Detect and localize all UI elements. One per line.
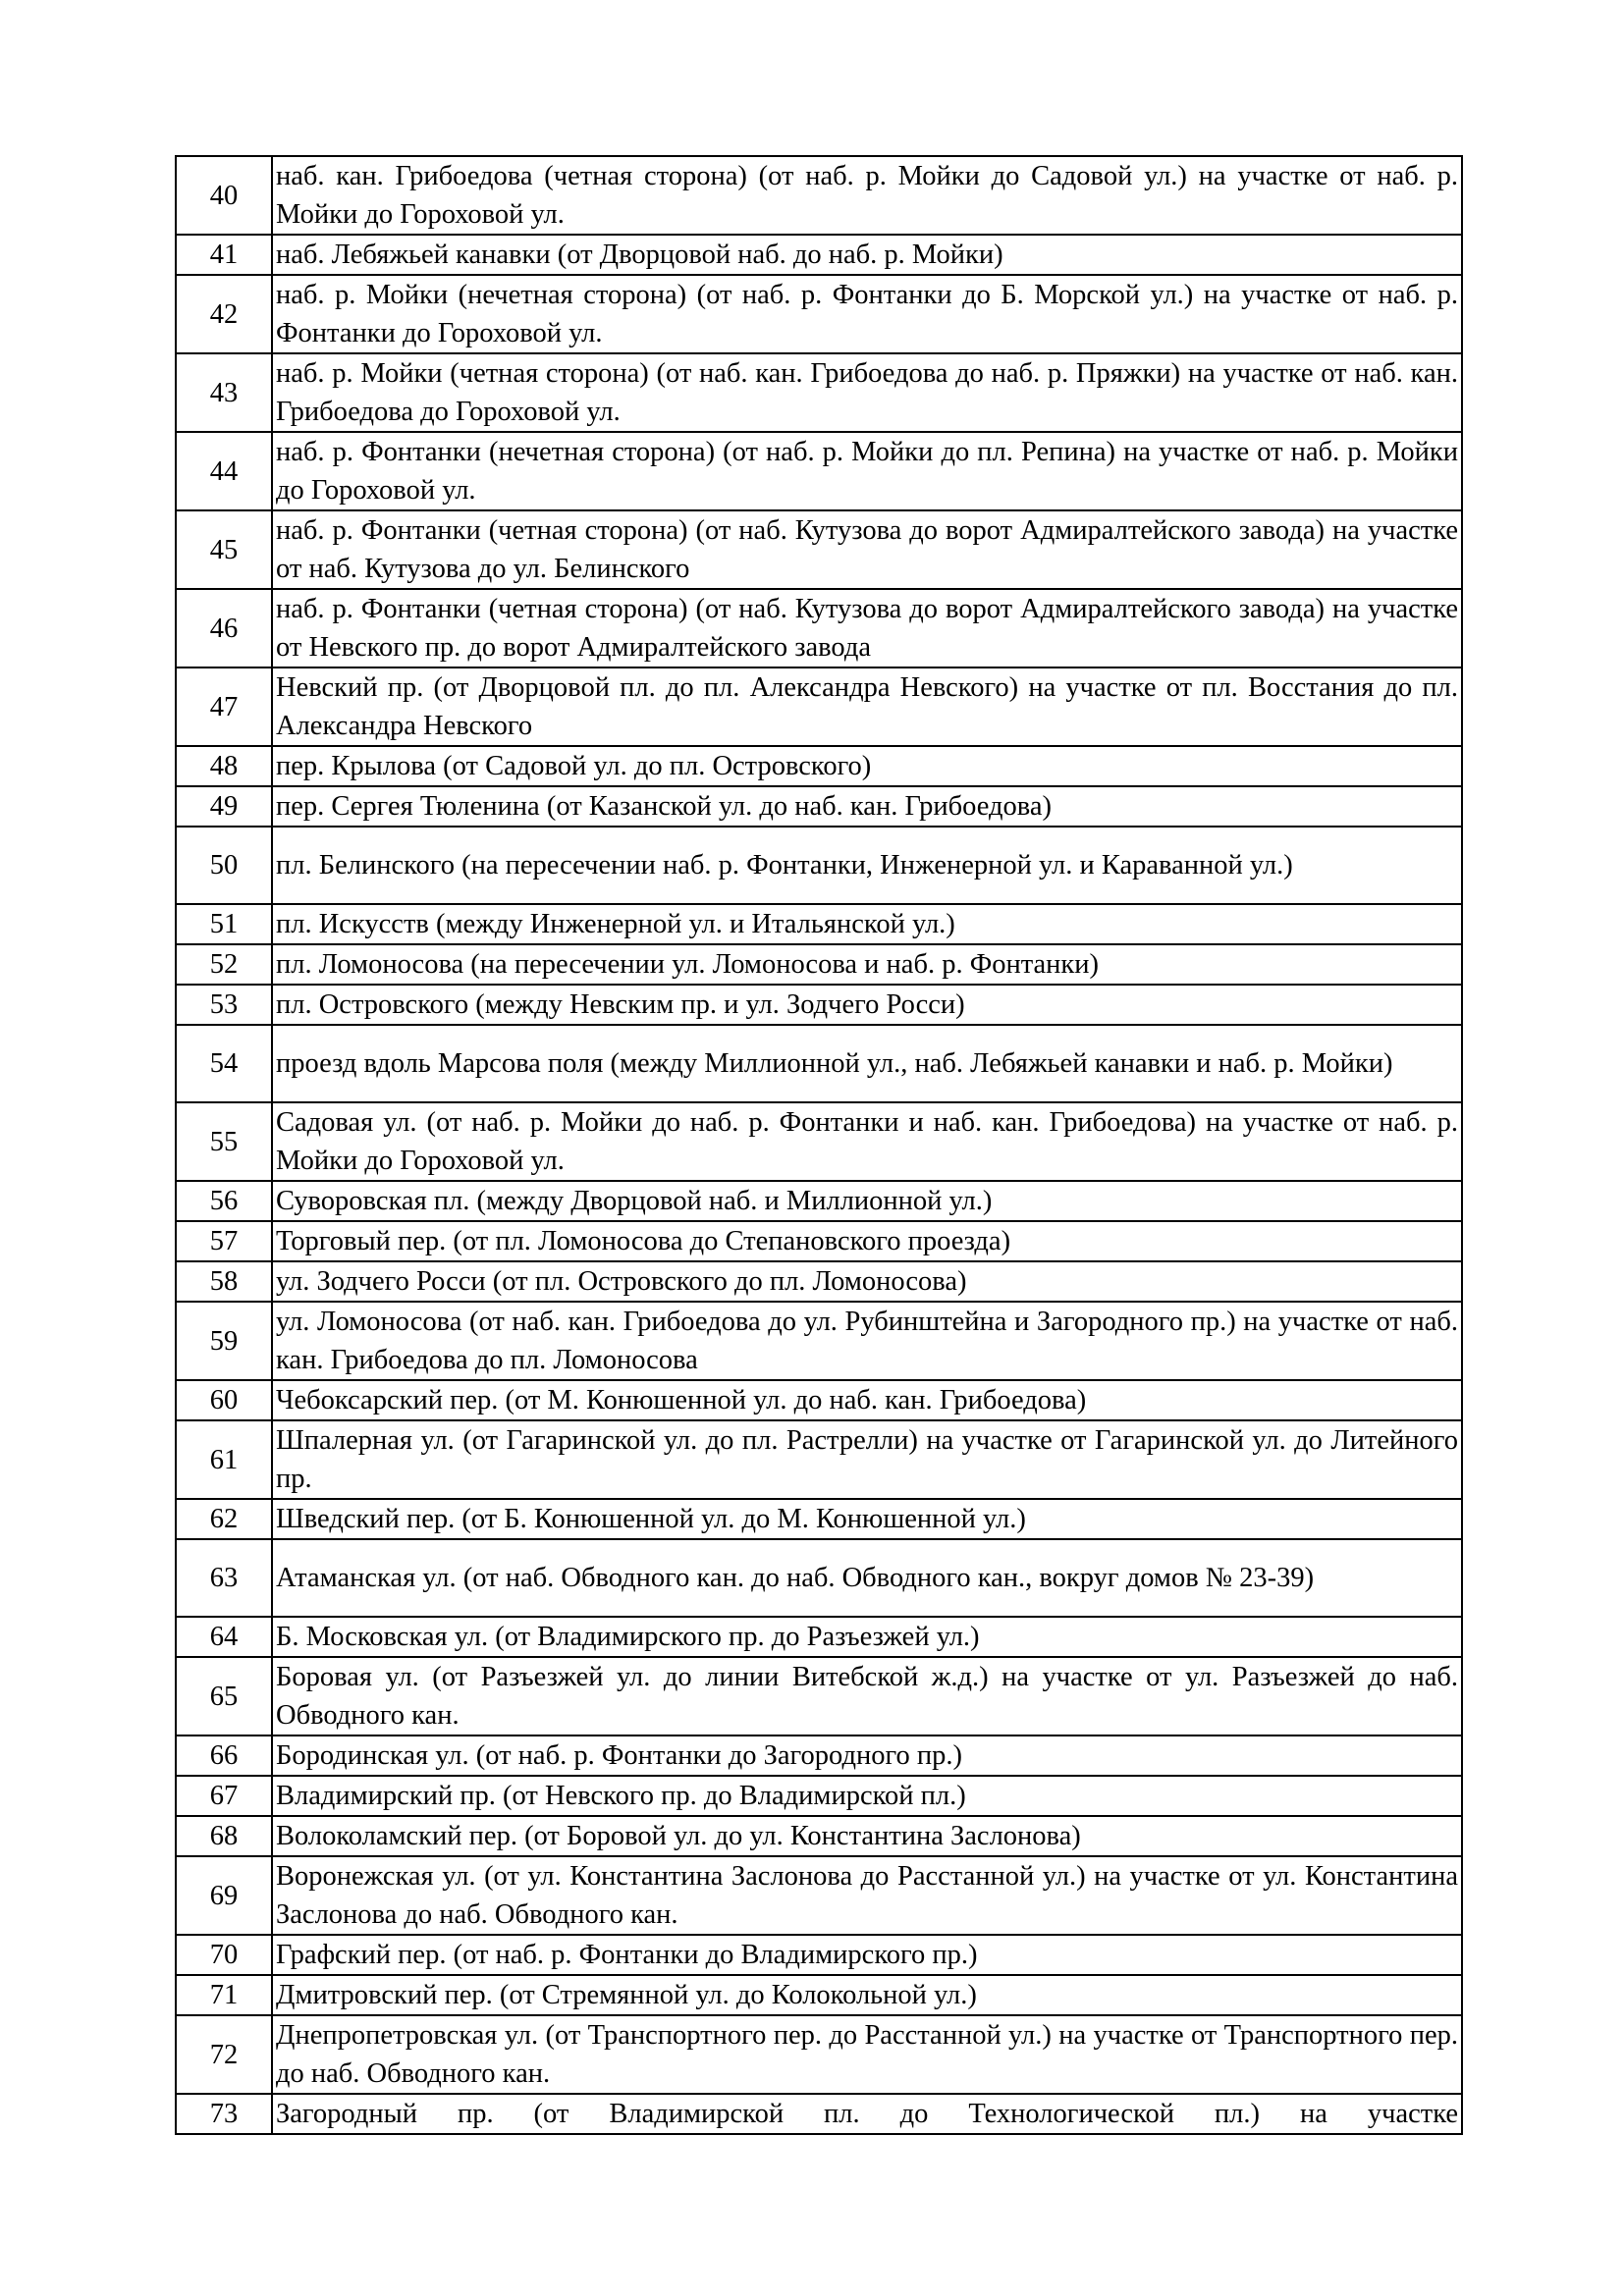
table-row bbox=[176, 904, 1462, 944]
table-row bbox=[176, 1617, 1462, 1657]
street-description: Волоколамский пер. (от Боровой ул. до ул. Константина Заслонова) bbox=[272, 1816, 1462, 1856]
street-description: наб. кан. Грибоедова (четная сторона) (от наб. р. Мойки до Садовой ул.) на участке от наб. р. Мойки до Гороховой ул. bbox=[272, 156, 1462, 235]
row-number: 41 bbox=[176, 235, 272, 275]
table-row bbox=[176, 2094, 1462, 2134]
street-description: пер. Сергея Тюленина (от Казанской ул. до наб. кан. Грибоедова) bbox=[272, 786, 1462, 827]
row-number: 56 bbox=[176, 1181, 272, 1221]
row-number: 49 bbox=[176, 786, 272, 827]
table-row bbox=[176, 1856, 1462, 1935]
street-description: Бородинская ул. (от наб. р. Фонтанки до Загородного пр.) bbox=[272, 1735, 1462, 1776]
row-number: 48 bbox=[176, 746, 272, 786]
row-number: 66 bbox=[176, 1735, 272, 1776]
row-number: 54 bbox=[176, 1025, 272, 1102]
table-row bbox=[176, 1975, 1462, 2015]
street-description: пл. Белинского (на пересечении наб. р. Фонтанки, Инженерной ул. и Караванной ул.) bbox=[272, 827, 1462, 904]
street-description: Боровая ул. (от Разъезжей ул. до линии Витебской ж.д.) на участке от ул. Разъезжей до наб. Обводного кан. bbox=[272, 1657, 1462, 1735]
row-number: 52 bbox=[176, 944, 272, 985]
row-number: 73 bbox=[176, 2094, 272, 2134]
street-description: Загородный пр. (от Владимирской пл. до Технологической пл.) на участке bbox=[272, 2094, 1462, 2134]
table-row bbox=[176, 235, 1462, 275]
table-row bbox=[176, 746, 1462, 786]
row-number: 40 bbox=[176, 156, 272, 235]
table-row bbox=[176, 1380, 1462, 1420]
street-description: Шпалерная ул. (от Гагаринской ул. до пл. Растрелли) на участке от Гагаринской ул. до Литейного пр. bbox=[272, 1420, 1462, 1499]
street-description: Садовая ул. (от наб. р. Мойки до наб. р. Фонтанки и наб. кан. Грибоедова) на участке от наб. р. Мойки до Гороховой ул. bbox=[272, 1102, 1462, 1181]
row-number: 70 bbox=[176, 1935, 272, 1975]
table-row bbox=[176, 510, 1462, 589]
street-description: Владимирский пр. (от Невского пр. до Владимирской пл.) bbox=[272, 1776, 1462, 1816]
row-number: 43 bbox=[176, 353, 272, 432]
street-description: Торговый пер. (от пл. Ломоносова до Степановского проезда) bbox=[272, 1221, 1462, 1261]
row-number: 50 bbox=[176, 827, 272, 904]
street-description: наб. р. Фонтанки (четная сторона) (от наб. Кутузова до ворот Адмиралтейского завода) на участке от наб. Кутузова до ул. Белинского bbox=[272, 510, 1462, 589]
table-row bbox=[176, 1816, 1462, 1856]
row-number: 68 bbox=[176, 1816, 272, 1856]
street-description: пер. Крылова (от Садовой ул. до пл. Островского) bbox=[272, 746, 1462, 786]
table-row bbox=[176, 1735, 1462, 1776]
row-number: 69 bbox=[176, 1856, 272, 1935]
street-description: Дмитровский пер. (от Стремянной ул. до Колокольной ул.) bbox=[272, 1975, 1462, 2015]
street-description: проезд вдоль Марсова поля (между Миллионной ул., наб. Лебяжьей канавки и наб. р. Мойки) bbox=[272, 1025, 1462, 1102]
street-description: пл. Ломоносова (на пересечении ул. Ломоносова и наб. р. Фонтанки) bbox=[272, 944, 1462, 985]
row-number: 64 bbox=[176, 1617, 272, 1657]
table-row bbox=[176, 1499, 1462, 1539]
street-description: пл. Искусств (между Инженерной ул. и Итальянской ул.) bbox=[272, 904, 1462, 944]
table-row bbox=[176, 275, 1462, 353]
streets-table bbox=[175, 155, 1463, 2135]
row-number: 72 bbox=[176, 2015, 272, 2094]
street-description: Графский пер. (от наб. р. Фонтанки до Владимирского пр.) bbox=[272, 1935, 1462, 1975]
row-number: 42 bbox=[176, 275, 272, 353]
streets-table-body bbox=[176, 156, 1462, 2134]
table-row bbox=[176, 827, 1462, 904]
row-number: 44 bbox=[176, 432, 272, 510]
row-number: 67 bbox=[176, 1776, 272, 1816]
table-row bbox=[176, 786, 1462, 827]
street-description: Днепропетровская ул. (от Транспортного пер. до Расстанной ул.) на участке от Транспортного пер. до наб. Обводного кан. bbox=[272, 2015, 1462, 2094]
table-row bbox=[176, 1261, 1462, 1302]
table-row bbox=[176, 589, 1462, 667]
street-description: Шведский пер. (от Б. Конюшенной ул. до М. Конюшенной ул.) bbox=[272, 1499, 1462, 1539]
street-description: ул. Зодчего Росси (от пл. Островского до пл. Ломоносова) bbox=[272, 1261, 1462, 1302]
table-row bbox=[176, 1657, 1462, 1735]
street-description: наб. р. Мойки (нечетная сторона) (от наб. р. Фонтанки до Б. Морской ул.) на участке от наб. р. Фонтанки до Гороховой ул. bbox=[272, 275, 1462, 353]
row-number: 65 bbox=[176, 1657, 272, 1735]
street-description: Б. Московская ул. (от Владимирского пр. до Разъезжей ул.) bbox=[272, 1617, 1462, 1657]
table-row bbox=[176, 2015, 1462, 2094]
table-row bbox=[176, 353, 1462, 432]
table-row bbox=[176, 1181, 1462, 1221]
street-description: наб. р. Фонтанки (четная сторона) (от наб. Кутузова до ворот Адмиралтейского завода) на участке от Невского пр. до ворот Адмиралтейского завода bbox=[272, 589, 1462, 667]
table-row bbox=[176, 1025, 1462, 1102]
street-description: наб. Лебяжьей канавки (от Дворцовой наб. до наб. р. Мойки) bbox=[272, 235, 1462, 275]
table-row bbox=[176, 944, 1462, 985]
street-description: Суворовская пл. (между Дворцовой наб. и Миллионной ул.) bbox=[272, 1181, 1462, 1221]
row-number: 53 bbox=[176, 985, 272, 1025]
row-number: 46 bbox=[176, 589, 272, 667]
street-description: Чебоксарский пер. (от М. Конюшенной ул. до наб. кан. Грибоедова) bbox=[272, 1380, 1462, 1420]
table-row bbox=[176, 1420, 1462, 1499]
table-row bbox=[176, 1539, 1462, 1617]
row-number: 55 bbox=[176, 1102, 272, 1181]
street-description: Атаманская ул. (от наб. Обводного кан. до наб. Обводного кан., вокруг домов № 23-39) bbox=[272, 1539, 1462, 1617]
row-number: 71 bbox=[176, 1975, 272, 2015]
street-description: наб. р. Фонтанки (нечетная сторона) (от наб. р. Мойки до пл. Репина) на участке от наб. р. Мойки до Гороховой ул. bbox=[272, 432, 1462, 510]
street-description: наб. р. Мойки (четная сторона) (от наб. кан. Грибоедова до наб. р. Пряжки) на участке от наб. кан. Грибоедова до Гороховой ул. bbox=[272, 353, 1462, 432]
table-row bbox=[176, 432, 1462, 510]
table-row bbox=[176, 1302, 1462, 1380]
row-number: 57 bbox=[176, 1221, 272, 1261]
street-description: ул. Ломоносова (от наб. кан. Грибоедова до ул. Рубинштейна и Загородного пр.) на участке от наб. кан. Грибоедова до пл. Ломоносова bbox=[272, 1302, 1462, 1380]
row-number: 51 bbox=[176, 904, 272, 944]
row-number: 63 bbox=[176, 1539, 272, 1617]
table-row bbox=[176, 1935, 1462, 1975]
table-row bbox=[176, 1221, 1462, 1261]
table-row bbox=[176, 156, 1462, 235]
row-number: 59 bbox=[176, 1302, 272, 1380]
street-description: Невский пр. (от Дворцовой пл. до пл. Александра Невского) на участке от пл. Восстания до пл. Александра Невского bbox=[272, 667, 1462, 746]
table-row bbox=[176, 667, 1462, 746]
table-row bbox=[176, 1776, 1462, 1816]
row-number: 58 bbox=[176, 1261, 272, 1302]
row-number: 45 bbox=[176, 510, 272, 589]
row-number: 47 bbox=[176, 667, 272, 746]
table-row bbox=[176, 1102, 1462, 1181]
table-row bbox=[176, 985, 1462, 1025]
row-number: 61 bbox=[176, 1420, 272, 1499]
street-description: Воронежская ул. (от ул. Константина Заслонова до Расстанной ул.) на участке от ул. Константина Заслонова до наб. Обводного кан. bbox=[272, 1856, 1462, 1935]
street-description: пл. Островского (между Невским пр. и ул. Зодчего Росси) bbox=[272, 985, 1462, 1025]
row-number: 62 bbox=[176, 1499, 272, 1539]
row-number: 60 bbox=[176, 1380, 272, 1420]
